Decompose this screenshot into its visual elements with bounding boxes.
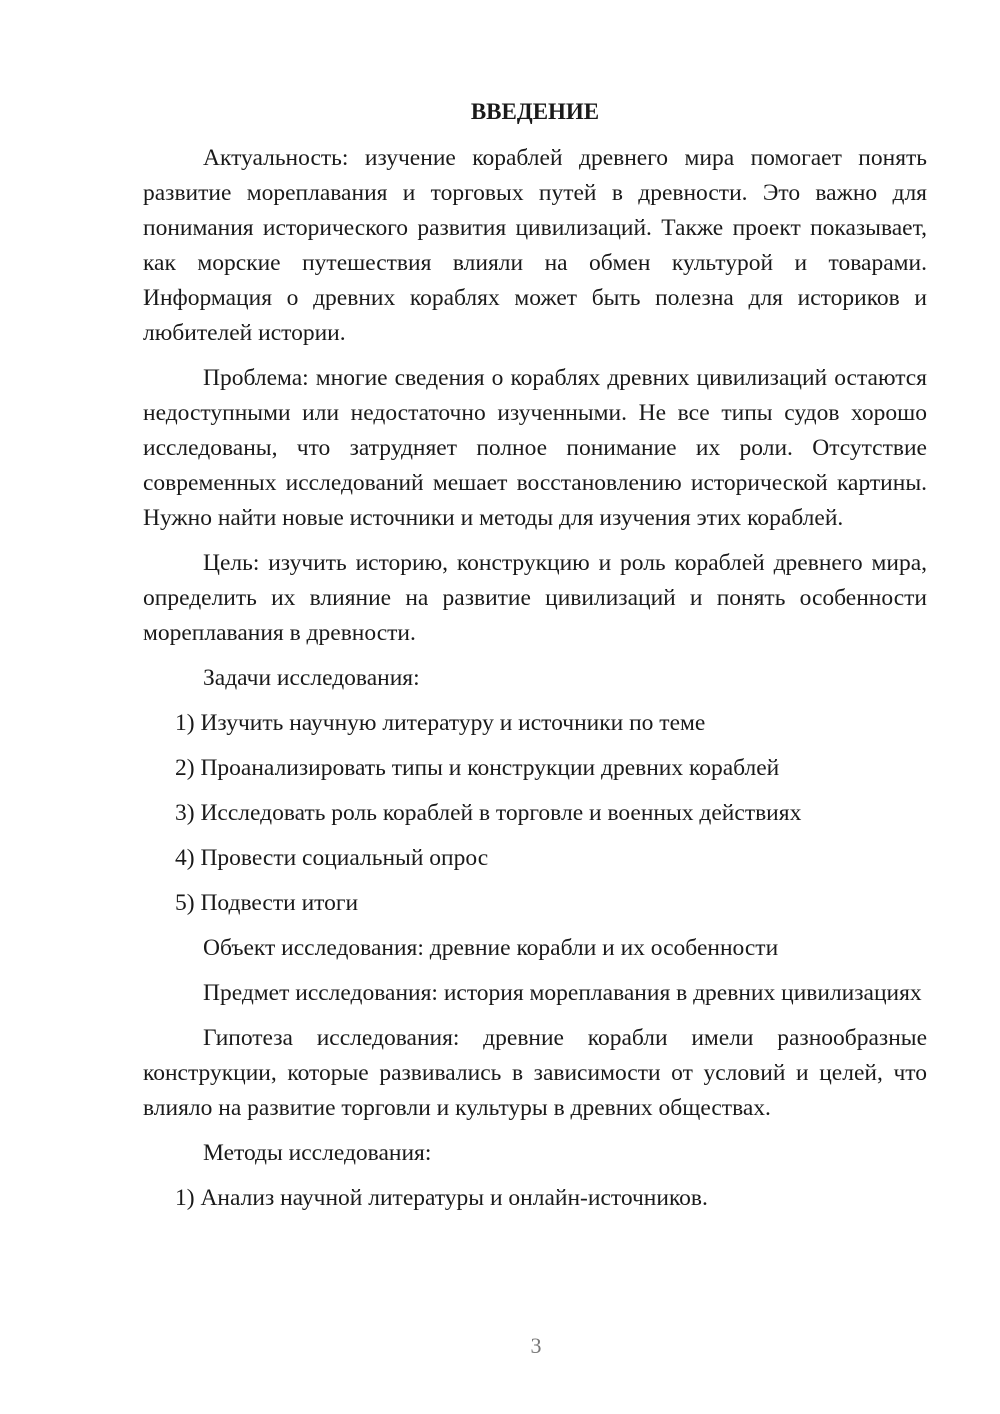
methods-heading: Методы исследования: [203, 1140, 432, 1166]
task-item-3: 3) Исследовать роль кораблей в торговле и военных действиях [175, 800, 802, 826]
goal-paragraph: Цель: изучить историю, конструкцию и роль кораблей древнего мира, определить их влияние на развитие цивилизаций и понять особенности мореплавания в древности. [143, 550, 927, 646]
task-item-5: 5) Подвести итоги [175, 890, 359, 916]
relevance-paragraph: Актуальность: изучение кораблей древнего мира помогает понять развитие мореплавания и торговых путей в древности. Это важно для понимания исторического развития цивилизаций. Также проект показывает, как морские путешествия влияли на обмен культурой и товарами. Информация о древних кораблях может быть полезна для историков и любителей истории. [143, 145, 927, 346]
page-number: 3 [530, 1333, 542, 1358]
method-item-1: 1) Анализ научной литературы и онлайн-источников. [175, 1185, 708, 1211]
section-title: ВВЕДЕНИЕ [470, 99, 600, 124]
subject-paragraph: Предмет исследования: история мореплавания в древних цивилизациях [203, 980, 922, 1006]
document-body [143, 94, 927, 1226]
task-item-4: 4) Провести социальный опрос [175, 845, 489, 871]
problem-paragraph: Проблема: многие сведения о кораблях древних цивилизаций остаются недоступными или недостаточно изученными. Не все типы судов хорошо исследованы, что затрудняет полное понимание их роли. Отсутствие современных исследований мешает восстановлению исторической картины. Нужно найти новые источники и методы для изучения этих кораблей. [143, 365, 927, 531]
task-item-2: 2) Проанализировать типы и конструкции древних кораблей [175, 755, 780, 781]
object-paragraph: Объект исследования: древние корабли и их особенности [203, 935, 779, 961]
hypothesis-paragraph: Гипотеза исследования: древние корабли имели разнообразные конструкции, которые развивались в зависимости от условий и целей, что влияло на развитие торговли и культуры в древних обществах. [143, 1025, 927, 1121]
task-item-1: 1) Изучить научную литературу и источники по теме [175, 710, 706, 736]
tasks-heading: Задачи исследования: [203, 665, 420, 691]
